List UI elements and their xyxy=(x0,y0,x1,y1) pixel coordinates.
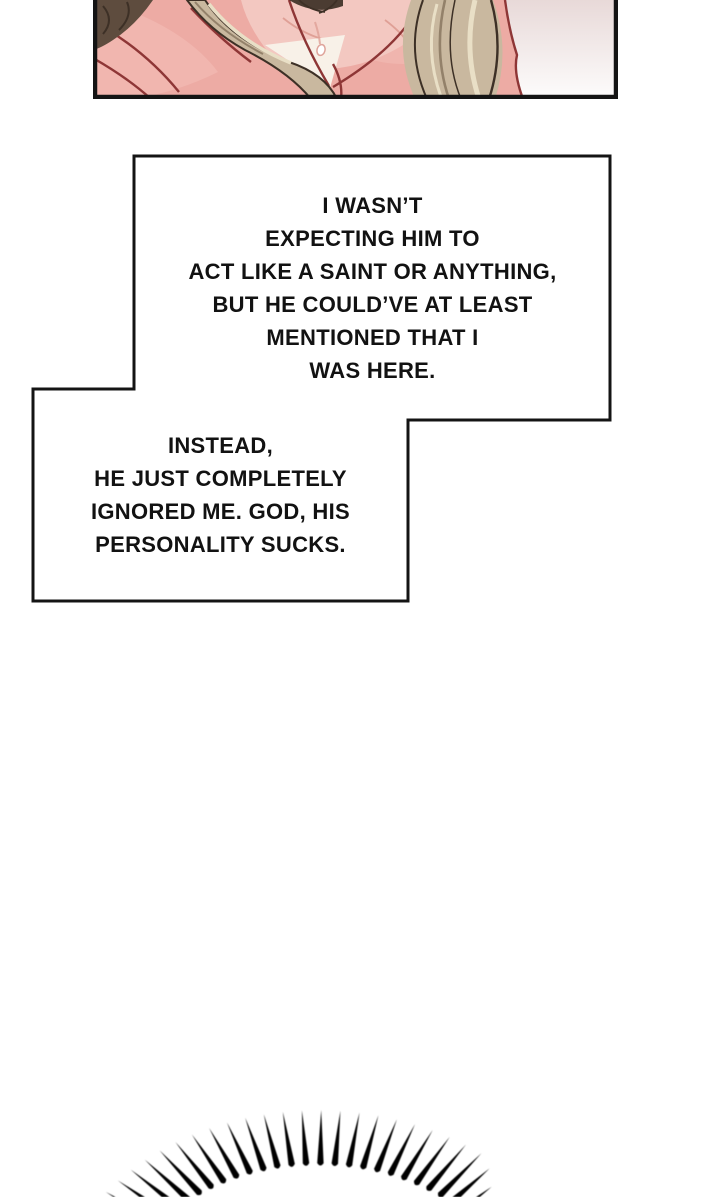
dialogue-line: I WASN’T xyxy=(322,193,423,218)
speech-bubble-1-text xyxy=(134,157,611,419)
dialogue-line: IGNORED ME. GOD, HIS xyxy=(90,499,351,524)
speech-bubble-2-text xyxy=(33,389,408,601)
dialogue-line: HE JUST COMPLETELY xyxy=(94,466,347,491)
dialogue-line: EXPECTING HIM TO xyxy=(265,226,480,251)
dialogue-line: PERSONALITY SUCKS. xyxy=(95,532,346,557)
dialogue-line: BUT HE COULD’VE AT LEAST xyxy=(212,292,533,317)
dialogue-line: ACT LIKE A SAINT OR ANYTHING, xyxy=(188,259,557,284)
dialogue-line: MENTIONED THAT I xyxy=(266,325,479,350)
dialogue-line: INSTEAD, xyxy=(167,433,274,458)
dialogue-line: WAS HERE. xyxy=(309,358,436,383)
